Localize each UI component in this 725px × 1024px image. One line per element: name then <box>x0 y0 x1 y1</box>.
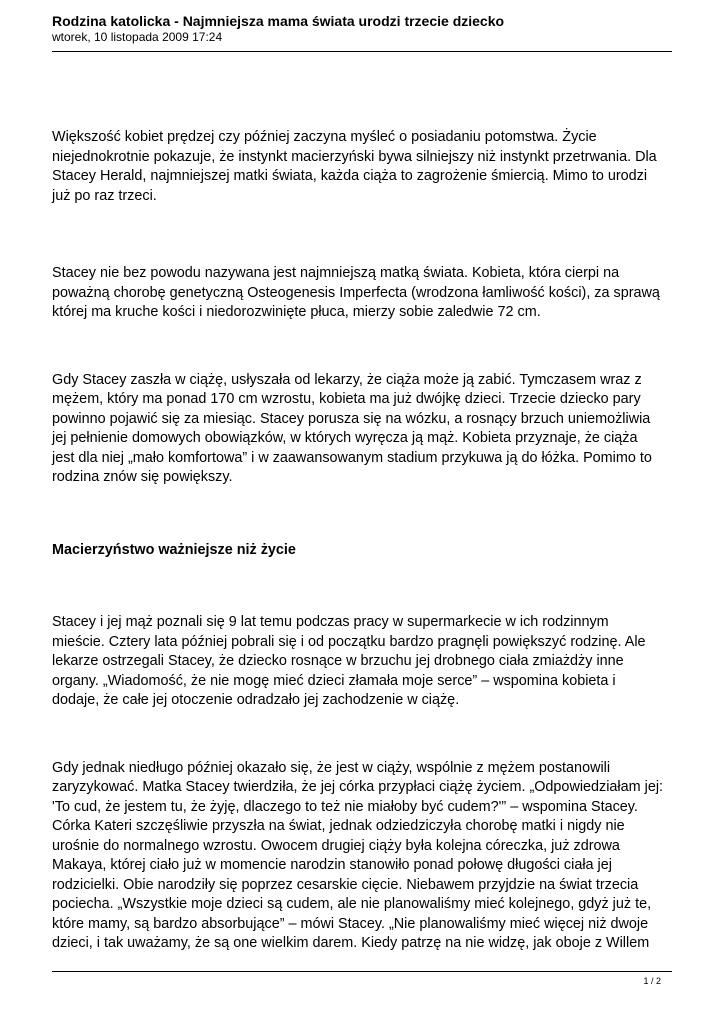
footer-divider <box>52 971 672 972</box>
paragraph-intro: Większość kobiet prędzej czy później zaczyna myśleć o posiadaniu potomstwa. Życie niejednokrotnie pokazuje, że instynkt macierzyński bywa silniejszy niż instynkt przetrwania. Dla Stacey Herald, najmniejszej matki świata, każda ciąża to zagrożenie śmiercią. Mimo to urodzi już po raz trzeci. <box>52 129 657 204</box>
article-body <box>52 128 677 954</box>
document-title: Rodzina katolicka - Najmniejsza mama świata urodzi trzecie dziecko <box>52 13 505 29</box>
paragraph-pregnancy: Gdy Stacey zaszła w ciążę, usłyszała od lekarzy, że ciąża może ją zabić. Tymczasem wraz z mężem, który ma ponad 170 cm wzrostu, kobieta ma już dwójkę dzieci. Trzecie dziecko pary powinno pojawić się za miesiąc. Stacey porusza się na wózku, a rosnący brzuch uniemożliwia jej pełnienie domowych obowiązków, w których wyręcza ją mąż. Kobieta przyznaje, że ciąża jest dla niej „mało komfortowa” i w zaawansowanym stadium przykuwa ją do łóżka. Pomimo to rodzina znów się powiększy. <box>52 371 652 485</box>
page-header <box>52 12 672 45</box>
section-heading: Macierzyństwo ważniejsze niż życie <box>52 541 296 558</box>
publish-date: wtorek, 10 listopada 2009 17:24 <box>52 30 223 44</box>
paragraph-marriage: Stacey i jej mąż poznali się 9 lat temu podczas pracy w supermarkecie w ich rodzinnym mieście. Cztery lata później pobrali się i od początku bardzo pragnęli powiększyć rodzinę. Ale lekarze ostrzegali Stacey, że dziecko rosnące w brzuchu jej drobnego ciała zmiażdży inne organy. „Wiadomość, że nie mogę mieć dzieci złamała moje serce” – wspomina kobieta i dodaje, że całe jej otoczenie odradzało jej zachodzenie w ciążę. <box>52 614 646 708</box>
paragraph-children: Gdy jednak niedługo później okazało się, że jest w ciąży, wspólnie z mężem postanowili zaryzykować. Matka Stacey twierdziła, że jej córka przypłaci ciążę życiem. „Odpowiedziałam jej: 'To cud, że jestem tu, że żyję, dlaczego to też nie miałoby być cudem?'” – wspomina Stacey. Córka Kateri szczęśliwie przyszła na świat, jednak odziedziczyła chorobę matki i nigdy nie urośnie do normalnego wzrostu. Owocem drugiej ciąży była kolejna córeczka, już zdrowa Makaya, której ciało już w momencie narodzin stanowiło ponad połowę długości ciała jej rodzicielki. Obie narodziły się poprzez cesarskie cięcie. Niebawem przyjdzie na świat trzecia pociecha. „Wszystkie moje dzieci są cudem, ale nie planowaliśmy mieć kolejnego, gdyż już te, które mamy, są bardzo absorbujące” – mówi Stacey. „Nie planowaliśmy mieć więcej niż dwoje dzieci, i tak uważamy, że są one wielkim darem. Kiedy patrzę na nie widzę, jak oboje z Willem <box>52 759 664 951</box>
page-number: 1 / 2 <box>643 976 661 986</box>
paragraph-smallest-mother: Stacey nie bez powodu nazywana jest najmniejszą matką świata. Kobieta, która cierpi na poważną chorobę genetyczną Osteogenesis Imperfecta (wrodzona łamliwość kości), za sprawą której ma kruche kości i niedorozwinięte płuca, mierzy sobie zaledwie 72 cm. <box>52 265 660 320</box>
header-divider <box>52 51 672 52</box>
